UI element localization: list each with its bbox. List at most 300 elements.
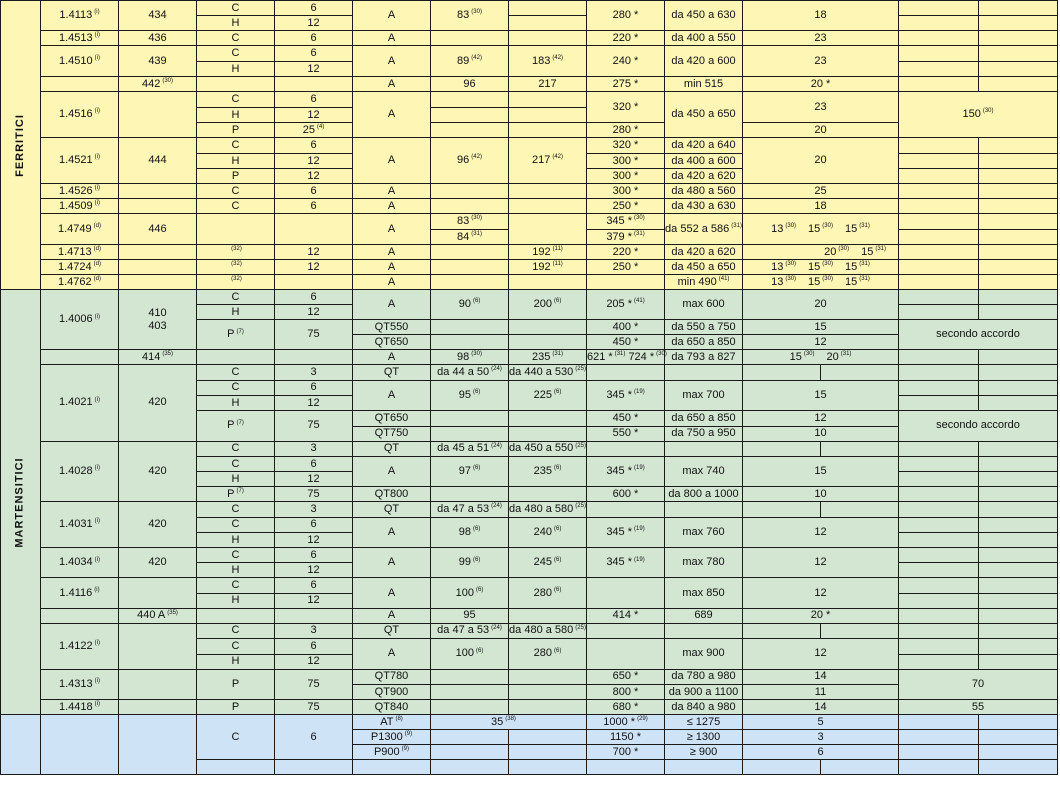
impact <box>899 290 979 305</box>
thickness: 6 <box>275 184 353 199</box>
thickness: 6 <box>275 31 353 46</box>
impact <box>899 260 979 275</box>
thickness <box>275 350 353 365</box>
thickness: 6 <box>275 548 353 563</box>
yield-value-2: 240 $^{(6)}$ <box>509 517 587 547</box>
product-form: (32) <box>197 260 275 275</box>
elongation-2 <box>821 365 899 380</box>
extra <box>979 380 1058 395</box>
impact <box>899 533 979 548</box>
impact <box>899 472 979 487</box>
extra <box>979 396 1058 411</box>
elongation-2 <box>821 502 899 517</box>
rm-range: da 430 a 630 <box>665 199 743 214</box>
thickness: 12 <box>275 593 353 608</box>
product-form: (32) <box>197 275 275 290</box>
yield-value <box>431 31 509 46</box>
rp02-value: 700 * <box>587 745 665 760</box>
product-form: C <box>197 46 275 62</box>
product-form: C <box>197 715 275 760</box>
rm-range: da 420 a 620 <box>665 169 743 184</box>
thickness: 6 <box>275 1 353 16</box>
product-form: P $^{(7)}$ <box>197 411 275 441</box>
product-form: P $^{(7)}$ <box>197 320 275 350</box>
yield-value-2: 183 $^{(42)}$ <box>509 46 587 77</box>
en-number: 1.4513 $^{(i)}$ <box>41 31 119 46</box>
thickness: 12 <box>275 108 353 123</box>
en-number: 1.4034 $^{(i)}$ <box>41 548 119 578</box>
product-form: H <box>197 62 275 77</box>
yield-value-2 <box>509 123 587 138</box>
impact <box>899 350 979 365</box>
yield-value-2: 280 $^{(6)}$ <box>509 578 587 608</box>
impact <box>899 745 979 760</box>
yield-value-2 <box>509 320 587 335</box>
impact <box>899 169 979 184</box>
extra <box>979 214 1058 230</box>
product-form: C <box>197 365 275 380</box>
en-number: 1.4313 $^{(i)}$ <box>41 669 119 700</box>
en-number: 1.4510 $^{(i)}$ <box>41 46 119 77</box>
extra <box>979 608 1058 623</box>
impact <box>899 441 979 456</box>
rp02-value: 280 * <box>587 123 665 138</box>
yield-value-2 <box>509 16 587 31</box>
rp02-value: 680 * <box>587 700 665 715</box>
thickness: 12 <box>275 563 353 578</box>
extra <box>979 745 1058 760</box>
yield-value: 95 <box>431 608 509 623</box>
rm-range <box>665 502 743 517</box>
impact <box>899 305 979 320</box>
product-form: C <box>197 138 275 154</box>
rp02-value: 400 * <box>587 320 665 335</box>
elongation: 20 <box>743 123 899 138</box>
treatment-state: QT650 <box>353 411 431 426</box>
thickness: 6 <box>275 138 353 154</box>
elongation: 12 <box>743 578 899 608</box>
yield-value <box>431 760 509 775</box>
yield-value: 83 $^{(30)}$ <box>431 214 509 230</box>
thickness: 12 <box>275 305 353 320</box>
thickness: 3 <box>275 623 353 638</box>
aisi-number: 420 <box>119 441 197 502</box>
elongation: 18 <box>743 1 899 31</box>
treatment-state: QT <box>353 502 431 517</box>
elongation <box>743 623 821 638</box>
elongation: 3 <box>743 730 899 745</box>
yield-value <box>431 320 509 335</box>
aisi-number <box>119 700 197 715</box>
yield-value: 89 $^{(42)}$ <box>431 46 509 77</box>
rp02-value: 300 * <box>587 184 665 199</box>
yield-value: da 47 a 53 $^{(24)}$ <box>431 502 509 517</box>
yield-value-2 <box>509 426 587 441</box>
treatment-state <box>353 760 431 775</box>
rm-range: da 420 a 600 <box>665 46 743 77</box>
product-form: C <box>197 92 275 108</box>
rm-range: da 400 a 600 <box>665 154 743 169</box>
yield-value: 99 $^{(6)}$ <box>431 548 509 578</box>
elongation: 20 <box>743 138 899 184</box>
aisi-number <box>119 92 197 138</box>
product-form <box>197 77 275 92</box>
product-form <box>197 608 275 623</box>
product-form: H <box>197 108 275 123</box>
treatment-state: A <box>353 350 431 365</box>
rm-range: da 840 a 980 <box>665 700 743 715</box>
impact <box>899 639 979 654</box>
treatment-state: QT <box>353 623 431 638</box>
yield-value-2: 200 $^{(6)}$ <box>509 290 587 320</box>
treatment-state: A <box>353 456 431 486</box>
extra <box>979 199 1058 214</box>
impact <box>899 46 979 62</box>
extra <box>979 62 1058 77</box>
rm-range: da 550 a 750 <box>665 320 743 335</box>
extra <box>979 138 1058 154</box>
group-label-ferritici: FERRITICI <box>1 1 41 290</box>
yield-value-2 <box>509 31 587 46</box>
treatment-state: QT900 <box>353 685 431 700</box>
aisi-number: 420 <box>119 365 197 441</box>
thickness: 12 <box>275 396 353 411</box>
rm-range: da 800 a 1000 <box>665 487 743 502</box>
rm-range: da 480 a 560 <box>665 184 743 199</box>
yield-value: da 47 a 53 $^{(24)}$ <box>431 623 509 638</box>
extra <box>979 593 1058 608</box>
product-form: C <box>197 1 275 16</box>
rp02-value: 345 * $^{(19)}$ <box>587 548 665 578</box>
rp02-value: 450 * <box>587 411 665 426</box>
en-number: 1.4418 $^{(i)}$ <box>41 700 119 715</box>
rm-range: ≥ 1300 <box>665 730 743 745</box>
extra <box>979 275 1058 290</box>
yield-value-2 <box>509 487 587 502</box>
treatment-state: QT840 <box>353 700 431 715</box>
rp02-value: 250 * <box>587 260 665 275</box>
thickness: 75 <box>275 487 353 502</box>
en-number: 1.4028 $^{(i)}$ <box>41 441 119 502</box>
aisi-number <box>119 623 197 669</box>
elongation: 14 <box>743 669 899 685</box>
elongation: 20 <box>743 290 899 320</box>
extra <box>979 472 1058 487</box>
product-form <box>197 214 275 245</box>
product-form: C <box>197 290 275 305</box>
product-form: C <box>197 456 275 471</box>
thickness: 3 <box>275 441 353 456</box>
rm-range: max 740 <box>665 456 743 486</box>
thickness: 6 <box>275 199 353 214</box>
rm-range: min 490 $^{(41)}$ <box>665 275 743 290</box>
extra <box>979 245 1058 260</box>
yield-value <box>431 669 509 685</box>
rm-range <box>665 441 743 456</box>
impact <box>899 275 979 290</box>
impact <box>899 654 979 669</box>
thickness: 12 <box>275 245 353 260</box>
elongation: 12 <box>743 335 899 350</box>
extra <box>979 77 1058 92</box>
product-form: H <box>197 154 275 169</box>
treatment-state: A <box>353 608 431 623</box>
en-number: 1.4509 $^{(i)}$ <box>41 199 119 214</box>
en-number: 1.4021 $^{(i)}$ <box>41 365 119 441</box>
yield-value <box>431 199 509 214</box>
rp02-value: 800 * <box>587 685 665 700</box>
impact <box>899 548 979 563</box>
extra <box>979 563 1058 578</box>
group-label-blue <box>1 715 41 775</box>
extra <box>979 260 1058 275</box>
elongation <box>743 760 821 775</box>
rm-range: da 650 a 850 <box>665 335 743 350</box>
impact: 70 <box>899 669 1058 700</box>
product-form: P <box>197 700 275 715</box>
aisi-number <box>119 199 197 214</box>
elongation: 12 <box>743 411 899 426</box>
treatment-state: A <box>353 46 431 77</box>
yield-value <box>431 411 509 426</box>
yield-value-2: 217 $^{(42)}$ <box>509 138 587 184</box>
impact <box>899 230 979 245</box>
yield-value: 96 <box>431 77 509 92</box>
product-form: C <box>197 199 275 214</box>
yield-value-2 <box>509 685 587 700</box>
rm-range <box>665 623 743 638</box>
yield-value-2 <box>509 700 587 715</box>
treatment-state: A <box>353 260 431 275</box>
aisi-number <box>119 260 197 275</box>
extra <box>979 365 1058 380</box>
thickness: 12 <box>275 654 353 669</box>
extra <box>979 441 1058 456</box>
yield-value-2 <box>509 275 587 290</box>
treatment-state: QT750 <box>353 426 431 441</box>
thickness: 12 <box>275 16 353 31</box>
aisi-number: 420 <box>119 502 197 548</box>
treatment-state: A <box>353 92 431 138</box>
extra <box>979 305 1058 320</box>
treatment-state: A <box>353 517 431 547</box>
elongation <box>743 502 821 517</box>
elongation <box>743 441 821 456</box>
product-form: P <box>197 669 275 700</box>
yield-value-2 <box>509 745 587 760</box>
thickness: 6 <box>275 456 353 471</box>
thickness: 6 <box>275 639 353 654</box>
aisi-number: 434 <box>119 1 197 31</box>
yield-value: da 44 a 50 $^{(24)}$ <box>431 365 509 380</box>
elongation: 13 $^{(30)}$ 15 $^{(30)}$ 15 $^{(31)}$ <box>743 214 899 245</box>
impact <box>899 138 979 154</box>
yield-value-2 <box>509 199 587 214</box>
extra <box>979 578 1058 593</box>
thickness: 75 <box>275 700 353 715</box>
impact <box>899 760 979 775</box>
rm-range: da 420 a 620 <box>665 245 743 260</box>
en-number: 1.4113 $^{(i)}$ <box>41 1 119 31</box>
extra <box>979 456 1058 471</box>
rp02-value <box>587 365 665 380</box>
impact <box>899 245 979 260</box>
elongation: 12 <box>743 548 899 578</box>
en-number <box>41 77 119 92</box>
yield-value <box>431 685 509 700</box>
en-number: 1.4116 $^{(i)}$ <box>41 578 119 608</box>
yield-value-2 <box>509 92 587 108</box>
product-form: C <box>197 441 275 456</box>
thickness: 6 <box>275 578 353 593</box>
yield-value <box>431 335 509 350</box>
extra <box>979 639 1058 654</box>
extra <box>979 154 1058 169</box>
aisi-number: 410 403 <box>119 290 197 350</box>
rp02-value: 414 * <box>587 608 665 623</box>
impact: secondo accordo <box>899 320 1058 350</box>
rp02-value: 345 * $^{(19)}$ <box>587 380 665 410</box>
thickness: 75 <box>275 320 353 350</box>
treatment-state: A <box>353 548 431 578</box>
rm-range: da 450 a 650 <box>665 92 743 138</box>
en-number <box>41 715 119 775</box>
elongation: 10 <box>743 487 899 502</box>
rm-range: max 780 <box>665 548 743 578</box>
rp02-value: 250 * <box>587 199 665 214</box>
en-number: 1.4516 $^{(i)}$ <box>41 92 119 138</box>
impact <box>899 487 979 502</box>
extra <box>979 730 1058 745</box>
rp02-value: 1150 * <box>587 730 665 745</box>
rp02-value <box>587 623 665 638</box>
thickness: 75 <box>275 411 353 441</box>
rp02-value: 1000 * $^{(29)}$ <box>587 715 665 730</box>
product-form: H <box>197 593 275 608</box>
product-form: C <box>197 502 275 517</box>
impact <box>899 730 979 745</box>
product-form: H <box>197 472 275 487</box>
treatment-state: QT550 <box>353 320 431 335</box>
rp02-value: 220 * <box>587 245 665 260</box>
yield-value <box>431 730 509 745</box>
thickness: 3 <box>275 502 353 517</box>
yield-value-2: 192 $^{(11)}$ <box>509 260 587 275</box>
rp02-value: 345 * $^{(19)}$ <box>587 456 665 486</box>
yield-value: da 45 a 51 $^{(24)}$ <box>431 441 509 456</box>
rp02-value <box>587 760 665 775</box>
extra <box>979 290 1058 305</box>
rm-range: da 400 a 550 <box>665 31 743 46</box>
elongation: 25 <box>743 184 899 199</box>
elongation: 6 <box>743 745 899 760</box>
elongation: 15 <box>743 456 899 486</box>
en-number: 1.4006 $^{(i)}$ <box>41 290 119 350</box>
impact <box>899 365 979 380</box>
yield-value-2: 192 $^{(11)}$ <box>509 245 587 260</box>
elongation: 20 * <box>743 608 899 623</box>
yield-value <box>431 275 509 290</box>
extra <box>979 654 1058 669</box>
impact <box>899 1 979 16</box>
thickness <box>275 608 353 623</box>
yield-value <box>431 745 509 760</box>
yield-value-2: da 480 a 580 $^{(25)}$ <box>509 623 587 638</box>
rp02-value <box>587 639 665 669</box>
thickness: 6 <box>275 380 353 395</box>
elongation: 11 <box>743 685 899 700</box>
product-form: C <box>197 184 275 199</box>
elongation-2 <box>821 760 899 775</box>
yield-value <box>431 487 509 502</box>
elongation: 12 <box>743 517 899 547</box>
product-form: H <box>197 533 275 548</box>
extra <box>979 1 1058 16</box>
treatment-state: QT <box>353 365 431 380</box>
rm-range: max 760 <box>665 517 743 547</box>
product-form: H <box>197 396 275 411</box>
yield-value-2 <box>509 411 587 426</box>
aisi-number: 440 A $^{(35)}$ <box>119 608 197 623</box>
rp02-value: 220 * <box>587 31 665 46</box>
rp02-value: 345 * $^{(19)}$ <box>587 517 665 547</box>
rm-range <box>665 365 743 380</box>
en-number: 1.4521 $^{(i)}$ <box>41 138 119 184</box>
yield-value <box>431 260 509 275</box>
rp02-value: 650 * <box>587 669 665 685</box>
aisi-number: 420 <box>119 548 197 578</box>
treatment-state: P900 $^{(9)}$ <box>353 745 431 760</box>
aisi-number: 436 <box>119 31 197 46</box>
yield-value <box>431 108 509 123</box>
treatment-state: P1300 $^{(9)}$ <box>353 730 431 745</box>
yield-value: 96 $^{(42)}$ <box>431 138 509 184</box>
rp02-value: 600 * <box>587 487 665 502</box>
yield-value <box>431 700 509 715</box>
yield-value: 97 $^{(6)}$ <box>431 456 509 486</box>
yield-value-2: 225 $^{(6)}$ <box>509 380 587 410</box>
elongation: 15 $^{(30)}$ 20 $^{(31)}$ <box>743 350 899 365</box>
elongation: 20 $^{(30)}$ 15 $^{(31)}$ <box>743 245 899 260</box>
rp02-value: 240 * <box>587 46 665 77</box>
yield-value-2: 217 <box>509 77 587 92</box>
rm-range: min 515 <box>665 77 743 92</box>
treatment-state: A <box>353 578 431 608</box>
treatment-state: A <box>353 380 431 410</box>
treatment-state: QT <box>353 441 431 456</box>
yield-value-2 <box>509 669 587 685</box>
extra <box>979 46 1058 62</box>
aisi-number: 442 $^{(30)}$ <box>119 77 197 92</box>
rp02-value <box>587 275 665 290</box>
yield-value-2 <box>509 214 587 245</box>
treatment-state: A <box>353 1 431 31</box>
en-number: 1.4713 $^{(d)}$ <box>41 245 119 260</box>
impact <box>899 578 979 593</box>
treatment-state: AT $^{(8)}$ <box>353 715 431 730</box>
impact: 55 <box>899 700 1058 715</box>
aisi-number <box>119 578 197 608</box>
rp02-value: 300 * <box>587 169 665 184</box>
en-number: 1.4031 $^{(i)}$ <box>41 502 119 548</box>
rp02-value: 621 * $^{(31)}$ 724 * $^{(30)}$ <box>587 350 667 363</box>
impact <box>899 456 979 471</box>
treatment-state: A <box>353 245 431 260</box>
yield-value-2 <box>509 335 587 350</box>
elongation: 5 <box>743 715 899 730</box>
rm-range: max 600 <box>665 290 743 320</box>
extra <box>979 760 1058 775</box>
